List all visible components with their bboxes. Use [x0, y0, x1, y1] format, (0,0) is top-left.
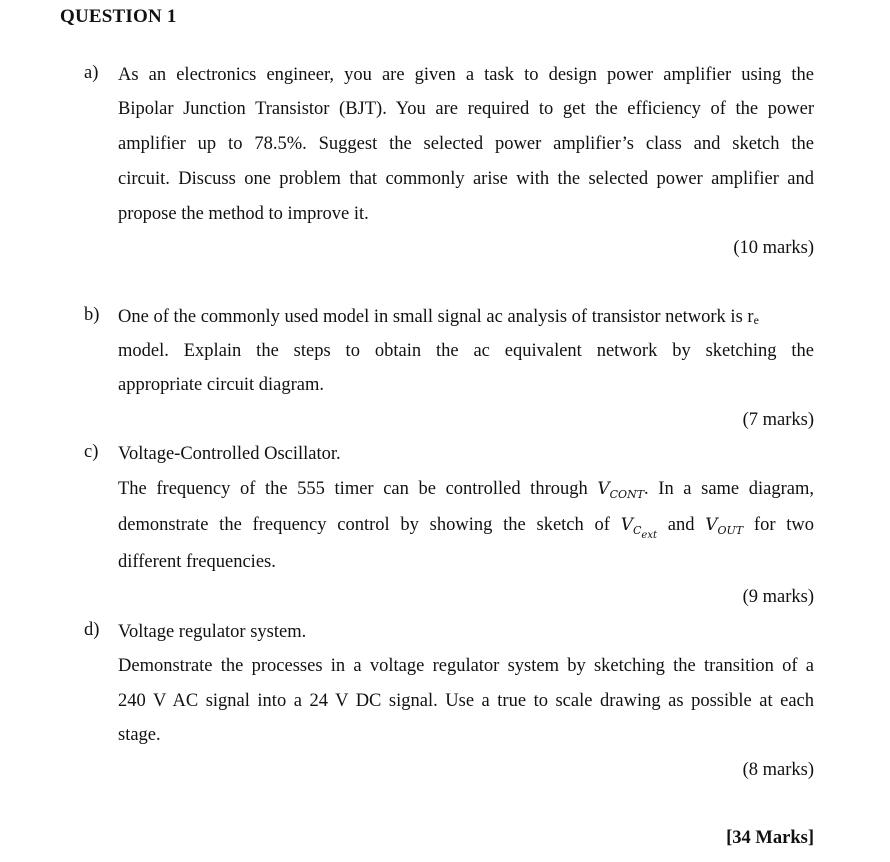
text-line: different frequencies. [118, 552, 276, 572]
part-letter: d) [84, 620, 100, 640]
re-subscript: e [753, 313, 759, 327]
text-line [118, 513, 815, 541]
text-line: appropriate circuit diagram. [118, 375, 324, 395]
text-line: amplifier up to 78.5%. Suggest the selected power amplifier’s class and sketch the [118, 134, 814, 154]
text-line [118, 477, 814, 501]
text-line: model. Explain the steps to obtain the ac equivalent network by sketching the [118, 341, 814, 361]
text-line: circuit. Discuss one problem that commonly arise with the selected power amplifier and [118, 169, 814, 189]
part-letter: a) [84, 63, 99, 83]
subheading: Voltage regulator system. [118, 622, 307, 642]
text-line: propose the method to improve it. [118, 204, 369, 224]
marks-c: (9 marks) [742, 587, 814, 607]
part-letter: b) [84, 305, 100, 325]
text-span: The frequency of the 555 timer can be controlled through [118, 479, 598, 499]
subheading: Voltage-Controlled Oscillator. [118, 444, 341, 464]
marks-d: (8 marks) [742, 760, 814, 780]
text-line: 240 V AC signal into a 24 V DC signal. Use a true to scale drawing as possible at each [118, 691, 814, 711]
text-span: . In a same diagram, [644, 479, 814, 499]
question-title: QUESTION 1 [60, 6, 177, 27]
part-letter: c) [84, 442, 99, 462]
v-cont-symbol: $V_{CONT}$ [597, 479, 645, 501]
text-span: One of the commonly used model in small signal ac analysis of transistor network is r [118, 307, 754, 327]
v-cext-symbol: $V_{C_{ext}}$ [620, 515, 657, 541]
marks-b: (7 marks) [742, 410, 814, 430]
text-line: Bipolar Junction Transistor (BJT). You are required to get the efficiency of the power [118, 99, 814, 119]
text-line: As an electronics engineer, you are given a task to design power amplifier using the [118, 65, 814, 85]
text-span: and [656, 515, 706, 535]
text-line [118, 305, 814, 329]
text-span: demonstrate the frequency control by showing the sketch of [118, 515, 621, 535]
v-out-symbol: $V_{OUT}$ [705, 515, 744, 537]
text-line: Demonstrate the processes in a voltage regulator system by sketching the transition of a [118, 656, 814, 676]
total-marks: [34 Marks] [726, 828, 814, 848]
text-line: stage. [118, 725, 161, 745]
text-span: for two [743, 515, 815, 535]
marks-a: (10 marks) [733, 238, 814, 258]
